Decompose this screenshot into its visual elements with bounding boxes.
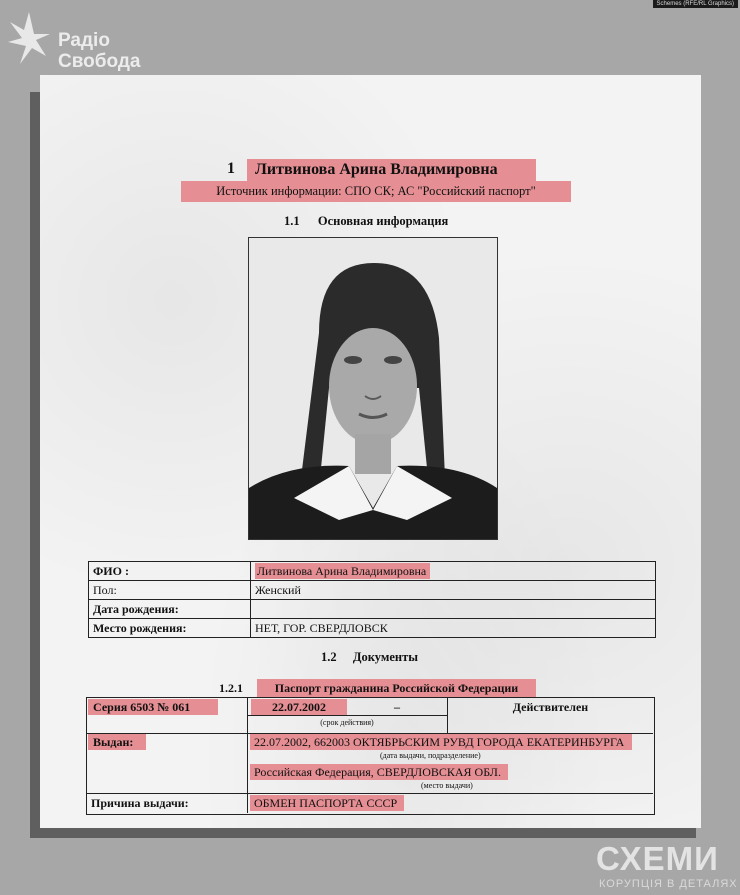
passport-section-number: 1.2.1 bbox=[219, 681, 243, 695]
issued-caption: (дата выдачи, подразделение) bbox=[380, 751, 481, 760]
validity-dash: – bbox=[394, 700, 400, 714]
value-gender: Женский bbox=[251, 581, 656, 600]
schemy-logo: СХЕМИ bbox=[596, 840, 719, 877]
table-row bbox=[89, 600, 656, 619]
passport-status: Действителен bbox=[512, 700, 589, 714]
section-title-basic-info: Основная информация bbox=[317, 214, 449, 228]
main-info-table bbox=[88, 561, 656, 638]
information-source: Источник информации: СПО СК; АС "Российский паспорт" bbox=[181, 181, 571, 202]
label-birth-date: Дата рождения: bbox=[89, 600, 251, 619]
logo-line-1: Радіо bbox=[58, 30, 110, 51]
logo-line-2: Свобода bbox=[58, 51, 141, 72]
issued-value: 22.07.2002, 662003 ОКТЯБРЬСКИМ РУВД ГОРОДА ЕКАТЕРИНБУРГА bbox=[250, 734, 632, 750]
value-birth-place: НЕТ, ГОР. СВЕРДЛОВСК bbox=[251, 619, 656, 638]
issued-label: Выдан: bbox=[88, 734, 146, 750]
passport-issue-date: 22.07.2002 bbox=[251, 699, 347, 715]
reason-label: Причина выдачи: bbox=[91, 796, 189, 810]
passport-title: Паспорт гражданина Российской Федерации bbox=[257, 679, 536, 697]
schemy-tagline: КОРУПЦІЯ В ДЕТАЛЯХ bbox=[599, 878, 738, 890]
label-fio: ФИО : bbox=[89, 562, 251, 581]
radio-svoboda-logo bbox=[6, 8, 156, 72]
radio-svoboda-emblem-icon bbox=[6, 8, 52, 68]
issue-place-caption: (место выдачи) bbox=[421, 781, 473, 790]
image-credit: Schemes (RFE/RL Graphics) bbox=[653, 0, 738, 8]
label-birth-place: Место рождения: bbox=[89, 619, 251, 638]
record-number: 1 bbox=[227, 160, 235, 177]
table-row bbox=[89, 581, 656, 600]
issue-place-value: Российская Федерация, СВЕРДЛОВСКАЯ ОБЛ. bbox=[250, 764, 508, 780]
label-gender: Пол: bbox=[89, 581, 251, 600]
section-title-documents: Документы bbox=[352, 650, 418, 664]
reason-value: ОБМЕН ПАСПОРТА СССР bbox=[250, 795, 404, 811]
section-number: 1.1 bbox=[284, 214, 300, 228]
table-row bbox=[89, 619, 656, 638]
table-row bbox=[89, 562, 656, 581]
passport-photo bbox=[248, 237, 498, 540]
validity-caption: (срок действия) bbox=[320, 718, 374, 727]
value-birth-date bbox=[251, 600, 656, 619]
value-fio: Литвинова Арина Владимировна bbox=[255, 563, 430, 579]
person-name-heading: Литвинова Арина Владимировна bbox=[247, 159, 536, 181]
section-number: 1.2 bbox=[321, 650, 337, 664]
passport-series-number: Серия 6503 № 061 bbox=[88, 699, 218, 715]
